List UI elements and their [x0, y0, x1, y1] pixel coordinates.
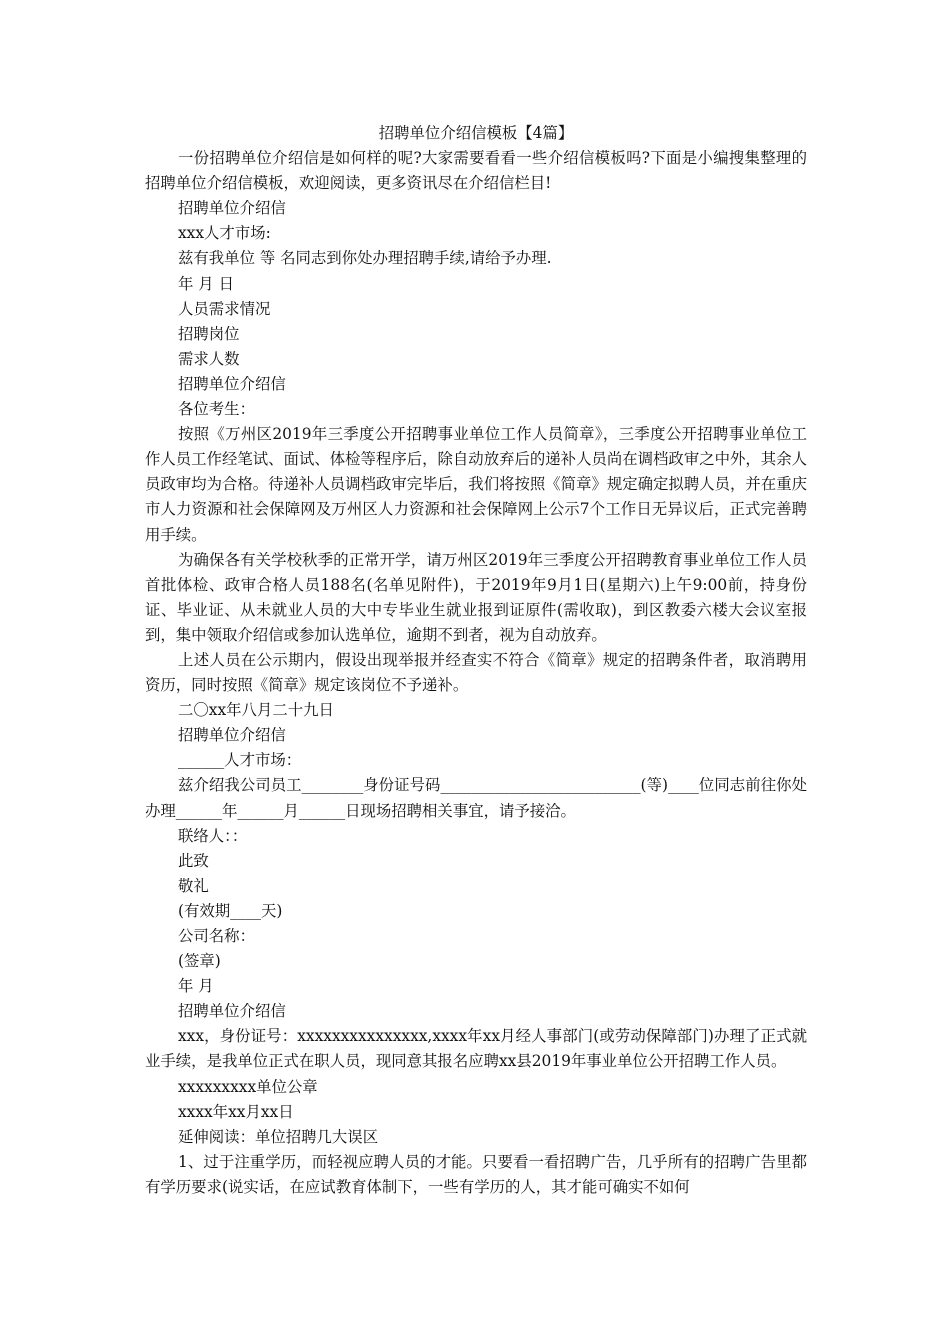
- paragraph: (有效期____天): [178, 901, 283, 920]
- paragraph: 延伸阅读：单位招聘几大误区: [178, 1127, 379, 1146]
- paragraph: xxx人才市场:: [178, 224, 271, 243]
- paragraph: 人员需求情况: [178, 299, 271, 318]
- paragraph: 各位考生：: [178, 400, 255, 419]
- paragraph: 需求人数: [178, 349, 240, 368]
- paragraph: ______人才市场：: [178, 751, 302, 770]
- paragraph: 敬礼: [178, 876, 209, 895]
- document-body: [145, 121, 807, 1200]
- paragraph: xxxxxxxxx单位公章: [178, 1077, 318, 1096]
- paragraph: 联络人：：: [178, 826, 248, 845]
- paragraph: 招聘单位介绍信: [178, 199, 286, 218]
- paragraph: 年 月 日: [178, 274, 234, 293]
- paragraph: 按照《万州区2019年三季度公开招聘事业单位工作人员简章》，三季度公开招聘事业单位工作人员工作经笔试、面试、体检等程序后，除自动放弃后的递补人员尚在调档政审之中外，其余人员政审均为合格。待递补人员调档政审完毕后，我们将按照《简章》规定确定拟聘人员，并在重庆市人力资源和社会保障网及万州区人力资源和社会保障网上公示7个工作日无异议后，正式完善聘用手续。: [145, 425, 807, 544]
- document-title: 招聘单位介绍信模板【4篇】: [378, 124, 574, 142]
- paragraph: 年 月: [178, 977, 214, 996]
- paragraph: 二〇xx年八月二十九日: [178, 701, 334, 720]
- paragraph: 兹介绍我公司员工________身份证号码__________________________(等)____位同志前往你处办理______年______月______日现场招聘相关事宜，请予接洽。: [145, 776, 807, 820]
- paragraph: xxx，身份证号：xxxxxxxxxxxxxxx,xxxx年xx月经人事部门(或劳动保障部门)办理了正式就业手续，是我单位正式在职人员，现同意其报名应聘xx县2019年事业单位公开招聘工作人员。: [145, 1027, 807, 1071]
- paragraph: 一份招聘单位介绍信是如何样的呢?大家需要看看一些介绍信模板吗?下面是小编搜集整理的招聘单位介绍信模板，欢迎阅读，更多资讯尽在介绍信栏目!: [145, 149, 807, 193]
- paragraph: 招聘单位介绍信: [178, 1002, 286, 1021]
- paragraph: 此致: [178, 851, 209, 870]
- paragraph: 为确保各有关学校秋季的正常开学，请万州区2019年三季度公开招聘教育事业单位工作人员首批体检、政审合格人员188名(名单见附件)，于2019年9月1日(星期六)上午9:00前，持身份证、毕业证、从未就业人员的大中专毕业生就业报到证原件(需收取)，到区教委六楼大会议室报到，集中领取介绍信或参加认选单位，逾期不到者，视为自动放弃。: [145, 550, 807, 644]
- paragraph: 上述人员在公示期内，假设出现举报并经查实不符合《简章》规定的招聘条件者，取消聘用资历，同时按照《简章》规定该岗位不予递补。: [145, 650, 807, 695]
- paragraph: 1、过于注重学历，而轻视应聘人员的才能。只要看一看招聘广告，几乎所有的招聘广告里都有学历要求(说实话，在应试教育体制下，一些有学历的人，其才能可确实不如何: [145, 1152, 807, 1196]
- paragraph: 兹有我单位 等 名同志到你处办理招聘手续,请给予办理.: [178, 249, 552, 268]
- paragraph: 招聘岗位: [178, 324, 240, 343]
- paragraph: xxxx年xx月xx日: [178, 1102, 294, 1121]
- paragraph: 公司名称：: [178, 927, 255, 945]
- paragraph: 招聘单位介绍信: [178, 726, 286, 745]
- paragraph: (签章): [178, 952, 221, 971]
- paragraph: 招聘单位介绍信: [178, 374, 286, 393]
